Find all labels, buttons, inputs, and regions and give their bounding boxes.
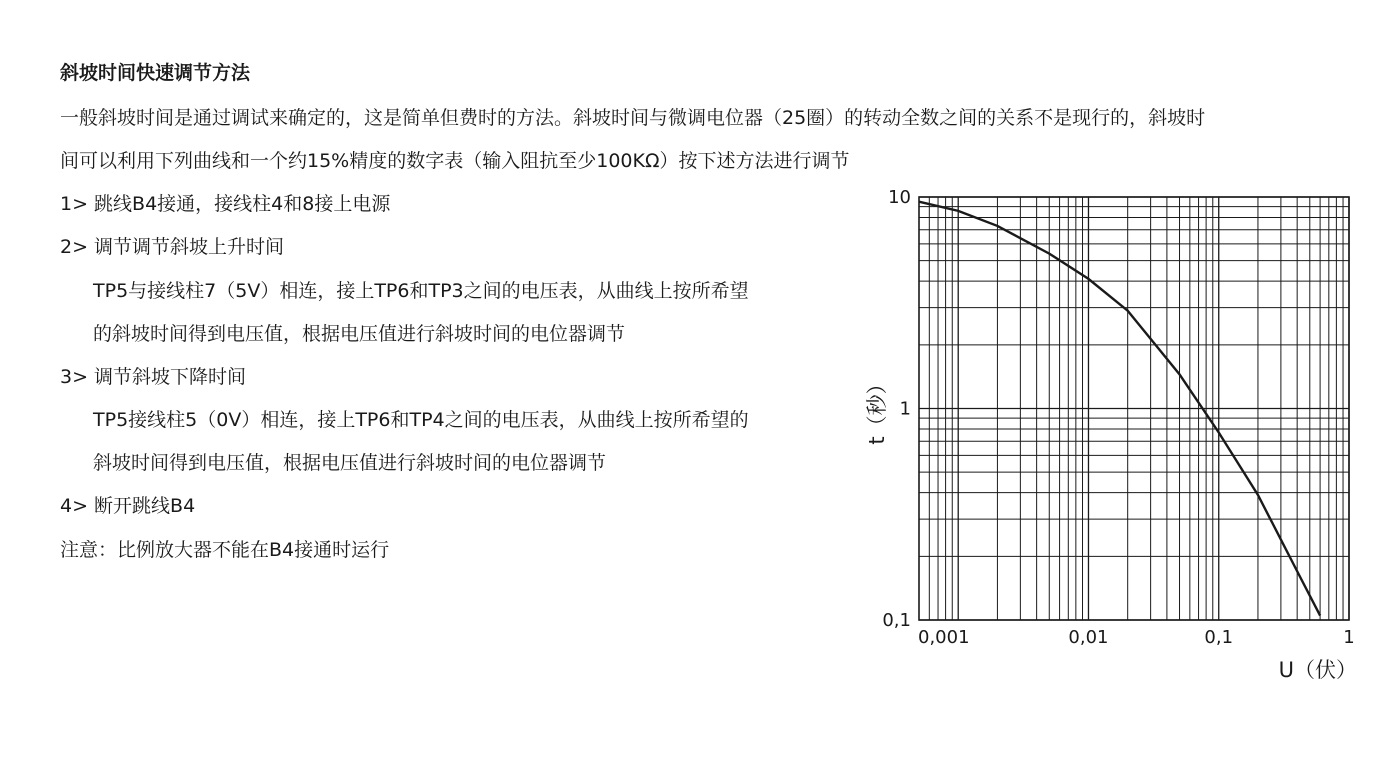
step-4: 4> 断开跳线B4 [60, 495, 196, 517]
intro-paragraph-line-1: 一般斜坡时间是通过调试来确定的，这是简单但费时的方法。斜坡时间与微调电位器（25圈）的转动全数之间的关系不是现行的，斜坡时 [60, 107, 1206, 129]
x-tick-label: 0,1 [1204, 627, 1234, 648]
x-tick-label: 1 [1343, 627, 1355, 648]
step-2-detail-line-1: TP5与接线柱7（5V）相连，接上TP6和TP3之间的电压表，从曲线上按所希望 [93, 280, 749, 302]
step-3-detail-line-2: 斜坡时间得到电压值，根据电压值进行斜坡时间的电位器调节 [93, 452, 607, 474]
note: 注意：比例放大器不能在B4接通时运行 [60, 539, 390, 561]
ramp-time-chart [860, 180, 1380, 690]
step-2-detail-line-2: 的斜坡时间得到电压值，根据电压值进行斜坡时间的电位器调节 [93, 323, 626, 345]
y-tick-label: 10 [888, 187, 911, 208]
x-axis-label: U（伏） [1278, 658, 1357, 682]
y-tick-label: 1 [899, 398, 911, 420]
document-title: 斜坡时间快速调节方法 [60, 62, 251, 84]
y-axis-label: t（秒） [865, 373, 889, 445]
step-3: 3> 调节斜坡下降时间 [60, 366, 247, 388]
y-tick-label: 0,1 [882, 610, 911, 631]
x-tick-labels [918, 627, 1355, 648]
chart-grid [919, 197, 1349, 620]
x-tick-label: 0,01 [1068, 627, 1109, 648]
x-tick-label: 0,001 [918, 627, 970, 648]
step-1: 1> 跳线B4接通，接线柱4和8接上电源 [60, 193, 391, 215]
step-3-detail-line-1: TP5接线柱5（0V）相连，接上TP6和TP4之间的电压表，从曲线上按所希望的 [93, 409, 749, 431]
step-2: 2> 调节调节斜坡上升时间 [60, 236, 285, 258]
intro-paragraph-line-2: 间可以利用下列曲线和一个约15%精度的数字表（输入阻抗至少100KΩ）按下述方法进行调节 [60, 150, 850, 172]
